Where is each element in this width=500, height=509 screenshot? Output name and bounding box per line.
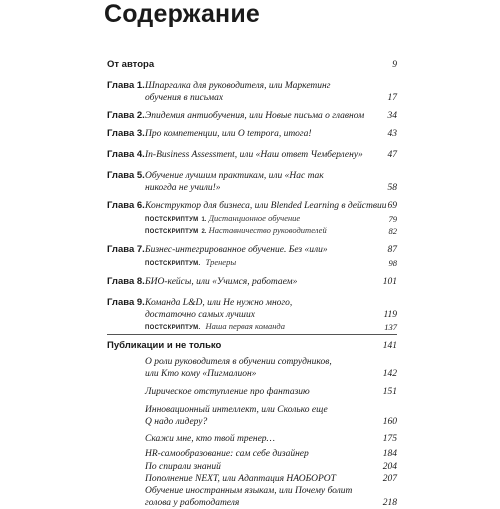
page-number: 9 <box>392 60 397 70</box>
section-divider <box>107 334 397 335</box>
publication-title: Скажи мне, кто твой тренер… <box>145 434 275 444</box>
chapter-label: Глава 9. <box>107 297 145 308</box>
publication-title: HR-самообразование: сам себе дизайнер <box>145 449 309 459</box>
toc-entry-publication[interactable] <box>145 461 397 473</box>
page-number: 47 <box>387 150 397 160</box>
chapter-title: In-Business Assessment, или «Наш ответ Чемберлену» <box>145 150 363 160</box>
toc-entry-chapter-8[interactable] <box>107 276 397 290</box>
page-number: 184 <box>382 449 397 459</box>
page-number: 58 <box>387 183 397 193</box>
page-title: Содержание <box>104 0 261 28</box>
postscript-tag: ПОСТСКРИПТУМ <box>145 229 199 235</box>
toc-entry-publication[interactable] <box>145 448 397 462</box>
publication-title: По спирали знаний <box>145 462 221 472</box>
postscript-line <box>145 321 375 334</box>
page-number: 79 <box>388 214 397 224</box>
postscript-number: 2. <box>201 229 207 235</box>
postscript-text: Наставничество руководителей <box>208 225 327 235</box>
toc-entry-publication[interactable] <box>145 473 397 485</box>
toc-entry-chapter-1[interactable] <box>107 80 397 106</box>
page-number: 82 <box>388 226 397 236</box>
chapter-title: Шпаргалка для руководителя, или Маркетинг обучения в письмах <box>145 81 331 103</box>
chapter-label: Глава 7. <box>107 244 145 255</box>
chapter-label: Глава 2. <box>107 110 145 121</box>
toc-entry-chapter-7[interactable] <box>107 244 397 270</box>
postscript-text: Дистанционное обучение <box>208 213 301 223</box>
toc-entry-publication[interactable] <box>145 356 397 382</box>
chapter-title: Конструктор для бизнеса, или Blended Learning в действии <box>145 201 387 211</box>
publication-title: О роли руководителя в обучении сотрудников, или Кто кому «Пигмалион» <box>145 357 332 379</box>
toc-entry-from-author[interactable] <box>107 59 397 73</box>
postscript-text: Наша первая команда <box>205 321 285 331</box>
chapter-title: Бизнес-интегрированное обучение. Без «или» <box>145 245 328 255</box>
page-number: 101 <box>382 277 397 287</box>
postscript-tag: ПОСТСКРИПТУМ. <box>145 261 201 267</box>
chapter-label: Глава 8. <box>107 276 145 287</box>
page-number: 218 <box>382 498 397 508</box>
from-author-label: От автора <box>107 59 155 70</box>
postscript-tag: ПОСТСКРИПТУМ. <box>145 325 201 331</box>
page-number: 87 <box>387 245 397 255</box>
chapter-title: Эпидемия антиобучения, или Новые письма о главном <box>145 111 365 121</box>
page-number: 17 <box>387 93 397 103</box>
postscript-line <box>145 257 375 270</box>
chapter-title: Обучение лучшим практикам, или «Нас так никогда не учили!» <box>145 171 324 193</box>
page-number: 151 <box>382 387 397 397</box>
chapter-label: Глава 1. <box>107 80 145 91</box>
chapter-label: Глава 3. <box>107 128 145 139</box>
publication-title: Пополнение NEXT, или Адаптация НАОБОРОТ <box>145 474 336 484</box>
toc-entry-chapter-6[interactable] <box>107 200 397 240</box>
toc-entry-chapter-2[interactable] <box>107 110 397 124</box>
page-number: 160 <box>382 417 397 427</box>
toc-entry-chapter-4[interactable] <box>107 149 397 163</box>
page-number: 43 <box>387 129 397 139</box>
postscript-text: Тренеры <box>205 257 237 267</box>
publication-title: Обучение иностранным языкам, или Почему болит голова у работодателя <box>145 486 353 508</box>
page-number: 34 <box>387 111 397 121</box>
chapter-label: Глава 6. <box>107 200 145 211</box>
chapter-title: БИО-кейсы, или «Учимся, работаем» <box>145 277 298 287</box>
page-number: 98 <box>388 258 397 268</box>
page-number: 207 <box>382 474 397 484</box>
page-number: 142 <box>382 369 397 379</box>
chapter-title: Команда L&D, или Не нужно много, достаточно самых лучших <box>145 298 293 320</box>
chapter-label: Глава 5. <box>107 170 145 181</box>
page-number: 69 <box>387 201 397 211</box>
postscript-tag: ПОСТСКРИПТУМ <box>145 217 199 223</box>
publication-title: Инновационный интеллект, или Сколько еще Q надо лидеру? <box>145 405 328 427</box>
postscript-line <box>145 225 375 238</box>
publications-label: Публикации и не только <box>107 340 222 351</box>
toc-entry-publications[interactable] <box>107 340 397 354</box>
toc-entry-chapter-3[interactable] <box>107 128 397 142</box>
page-number: 204 <box>382 462 397 472</box>
page-number: 141 <box>382 341 397 351</box>
chapter-label: Глава 4. <box>107 149 145 160</box>
publication-title: Лирическое отступление про фантазию <box>145 387 310 397</box>
toc-entry-publication[interactable] <box>145 433 397 447</box>
toc-entry-chapter-5[interactable] <box>107 170 397 196</box>
toc-entry-publication[interactable] <box>145 404 397 430</box>
page-number: 119 <box>383 310 397 320</box>
toc-entry-publication[interactable] <box>145 485 397 508</box>
postscript-number: 1. <box>201 217 207 223</box>
toc-entry-publication[interactable] <box>145 386 397 400</box>
page-number: 137 <box>384 322 397 332</box>
page-number: 175 <box>382 434 397 444</box>
chapter-title: Про компетенции, или O tempora, итога! <box>145 129 312 139</box>
toc-entry-chapter-9[interactable] <box>107 297 397 337</box>
